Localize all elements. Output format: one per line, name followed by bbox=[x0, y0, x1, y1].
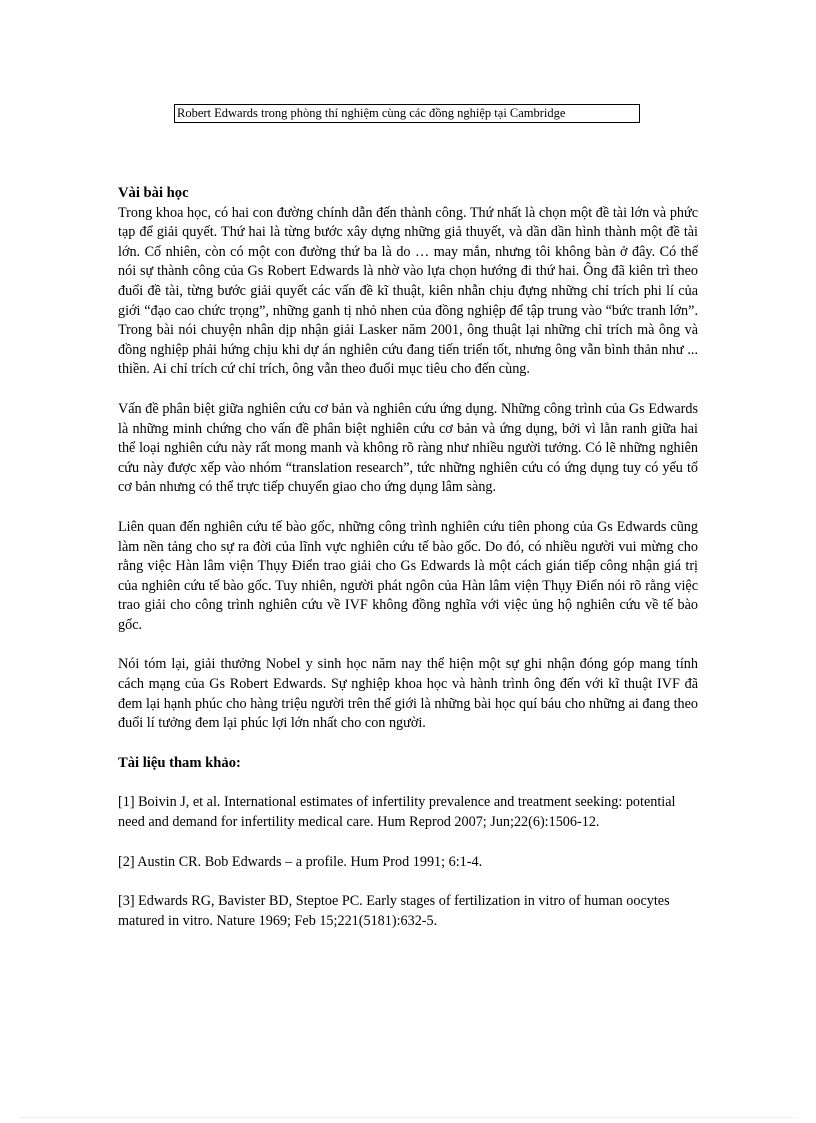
article-body bbox=[118, 184, 698, 931]
paragraph-2: Vấn đề phân biệt giữa nghiên cứu cơ bản và nghiên cứu ứng dụng. Những công trình của Gs Edwards là những minh chứng cho vấn đề phân biệt nghiên cứu cơ bản và ứng dụng, bởi vì lằn ranh giữa hai thể loại nghiên cứu này rất mong manh và không rõ ràng như nhiều người tưởng. Có lẽ những nghiên cứu này được xếp vào nhóm “translation research”, tức những nghiên cứu có ứng dụng tuy có yếu tố cơ bản nhưng có thể trực tiếp chuyển giao cho ứng dụng lâm sàng. bbox=[118, 400, 698, 496]
page-bottom-rule bbox=[20, 1117, 796, 1118]
section-title: Vài bài học bbox=[118, 185, 189, 201]
paragraph-4: Nói tóm lại, giải thưởng Nobel y sinh học năm nay thể hiện một sự ghi nhận đóng góp mang tính cách mạng của Gs Robert Edwards. Sự nghiệp khoa học và hành trình ông đến với kĩ thuật IVF đã đem lại hạnh phúc cho hàng triệu người trên thế giới là những bài học quí báu cho những ai đang theo đuổi lí tưởng đem lại phúc lợi lớn nhất cho con người. bbox=[118, 656, 698, 732]
reference-3: [3] Edwards RG, Bavister BD, Steptoe PC. Early stages of fertilization in vitro of human oocytes matured in vitro. Nature 1969; Feb 15;221(5181):632-5. bbox=[118, 893, 670, 929]
paragraph-gap bbox=[118, 498, 698, 518]
paragraph-gap bbox=[118, 773, 698, 793]
paragraph-gap bbox=[118, 635, 698, 655]
references-title: Tài liệu tham khảo: bbox=[118, 754, 241, 771]
paragraph-1: Trong khoa học, có hai con đường chính dẫn đến thành công. Thứ nhất là chọn một đề tài lớn và phức tạp để giải quyết. Thứ hai là từng bước xây dựng những giả thuyết, và dần dần hình thành một đề tài lớn. Cố nhiên, còn có một con đường thứ ba là do … may mắn, nhưng tôi không bàn ở đây. Có thể nói sự thành công của Gs Robert Edwards là nhờ vào lựa chọn hướng đi thứ hai. Ông đã kiên trì theo đuổi đề tài, từng bước giải quyết các vấn đề kĩ thuật, kiên nhẫn chịu đựng những chỉ trích phi lí của giới “đạo cao chức trọng”, những ganh tị nhỏ nhen của đồng nghiệp để tập trung vào “bức tranh lớn”. Trong bài nói chuyện nhân dịp nhận giải Lasker năm 2001, ông thuật lại những chỉ trích mà ông và đồng nghiệp phải hứng chịu khi dự án nghiên cứu đang tiến triển tốt, nhưng ông vẫn bình thản như ... thiền. Ai chỉ trích cứ chỉ trích, ông vẫn theo đuổi mục tiêu cho đến cùng. bbox=[118, 204, 698, 378]
reference-1: [1] Boivin J, et al. International estimates of infertility prevalence and treatment seeking: potential need and demand for infertility medical care. Hum Reprod 2007; Jun;22(6):1506-12. bbox=[118, 794, 676, 831]
paragraph-gap bbox=[118, 872, 698, 892]
paragraph-3: Liên quan đến nghiên cứu tế bào gốc, những công trình nghiên cứu tiên phong của Gs Edwards cũng làm nền tảng cho sự ra đời của lĩnh vực nghiên cứu tế bào gốc. Do đó, có nhiều người vui mừng cho rằng việc Hàn lâm viện Thụy Điển trao giải cho Gs Edwards là một cách gián tiếp công nhận giá trị của nghiên cứu tế bào gốc. Tuy nhiên, người phát ngôn của Hàn lâm viện Thụy Điển nói rõ rằng việc trao giải cho công trình nghiên cứu về IVF không đồng nghĩa với việc ủng hộ nghiên cứu về tế bào gốc. bbox=[118, 518, 698, 633]
paragraph-gap bbox=[118, 833, 698, 853]
reference-2: [2] Austin CR. Bob Edwards – a profile. Hum Prod 1991; 6:1-4. bbox=[118, 853, 483, 870]
paragraph-gap bbox=[118, 734, 698, 754]
image-caption: Robert Edwards trong phòng thí nghiệm cùng các đồng nghiệp tại Cambridge bbox=[174, 104, 640, 123]
paragraph-gap bbox=[118, 380, 698, 400]
